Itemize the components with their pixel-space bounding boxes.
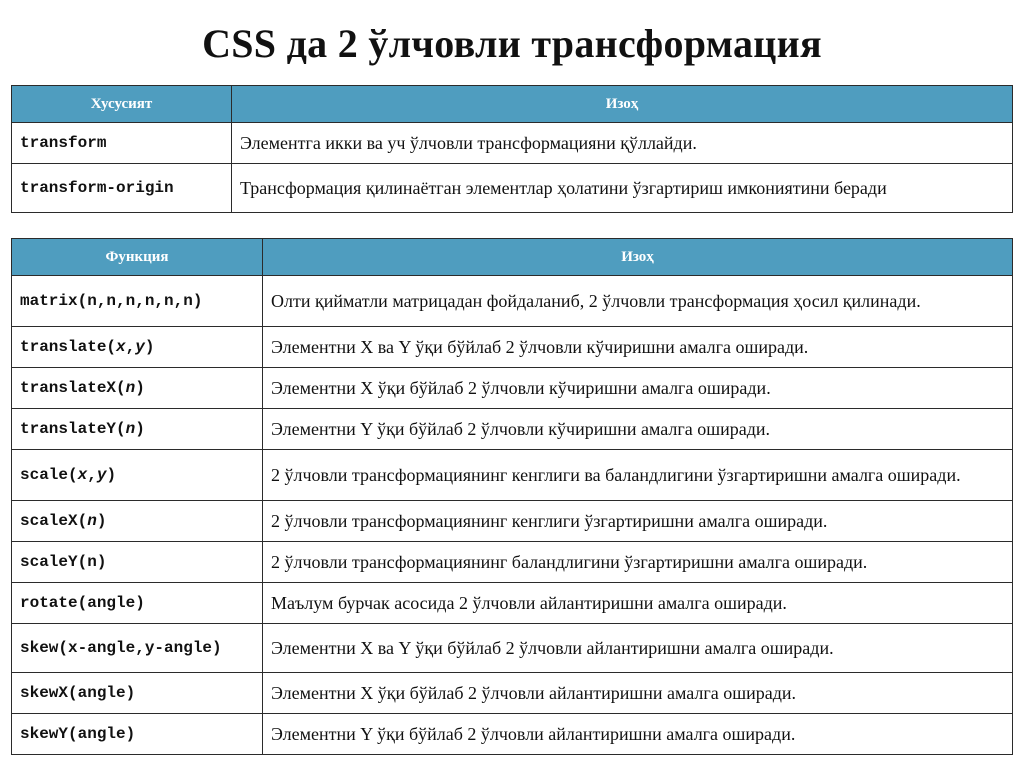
function-description: 2 ўлчовли трансформациянинг кенглиги ўзгартиришни амалга оширади.: [263, 501, 1013, 542]
table-row: [12, 624, 1013, 673]
table-row: [12, 714, 1013, 755]
property-name: transform: [12, 123, 232, 164]
function-name: skew(x-angle,y-angle): [12, 624, 263, 673]
properties-table: [11, 85, 1013, 213]
function-name: translateX(n): [12, 368, 263, 409]
column-header-function: Функция: [12, 239, 263, 276]
function-description: Элементни Y ўқи бўйлаб 2 ўлчовли айлантиришни амалга оширади.: [263, 714, 1013, 755]
column-header-description: Изоҳ: [232, 86, 1013, 123]
table-row: [12, 276, 1013, 327]
table-row: [12, 583, 1013, 624]
column-header-property: Хусусият: [12, 86, 232, 123]
property-name: transform-origin: [12, 164, 232, 213]
function-description: 2 ўлчовли трансформациянинг кенглиги ва баландлигини ўзгартиришни амалга оширади.: [263, 450, 1013, 501]
function-name: rotate(angle): [12, 583, 263, 624]
function-name: skewY(angle): [12, 714, 263, 755]
table-row: [12, 542, 1013, 583]
function-description: Элементни Y ўқи бўйлаб 2 ўлчовли кўчиришни амалга оширади.: [263, 409, 1013, 450]
table-header-row: [12, 239, 1013, 276]
function-description: Элементни X ва Y ўқи бўйлаб 2 ўлчовли кўчиришни амалга оширади.: [263, 327, 1013, 368]
property-description: Трансформация қилинаётган элементлар ҳолатини ўзгартириш имкониятини беради: [232, 164, 1013, 213]
function-name: translate(x,y): [12, 327, 263, 368]
function-description: Маълум бурчак асосида 2 ўлчовли айлантиришни амалга оширади.: [263, 583, 1013, 624]
table-header-row: [12, 86, 1013, 123]
function-name: translateY(n): [12, 409, 263, 450]
page-title: CSS да 2 ўлчовли трансформация: [202, 21, 822, 66]
table-row: [12, 409, 1013, 450]
function-name: scaleY(n): [12, 542, 263, 583]
function-description: Элементни X ўқи бўйлаб 2 ўлчовли айлантиришни амалга оширади.: [263, 673, 1013, 714]
function-description: Элементни X ўқи бўйлаб 2 ўлчовли кўчиришни амалга оширади.: [263, 368, 1013, 409]
table-row: [12, 123, 1013, 164]
column-header-description: Изоҳ: [263, 239, 1013, 276]
table-row: [12, 368, 1013, 409]
table-row: [12, 327, 1013, 368]
function-name: scaleX(n): [12, 501, 263, 542]
property-description: Элементга икки ва уч ўлчовли трансформацияни қўллайди.: [232, 123, 1013, 164]
table-row: [12, 450, 1013, 501]
table-row: [12, 673, 1013, 714]
function-name: scale(x,y): [12, 450, 263, 501]
function-name: matrix(n,n,n,n,n,n): [12, 276, 263, 327]
functions-table: [11, 238, 1013, 755]
function-description: Элементни X ва Y ўқи бўйлаб 2 ўлчовли айлантиришни амалга оширади.: [263, 624, 1013, 673]
table-row: [12, 164, 1013, 213]
function-description: Олти қийматли матрицадан фойдаланиб, 2 ўлчовли трансформация ҳосил қилинади.: [263, 276, 1013, 327]
table-row: [12, 501, 1013, 542]
function-name: skewX(angle): [12, 673, 263, 714]
function-description: 2 ўлчовли трансформациянинг баландлигини ўзгартиришни амалга оширади.: [263, 542, 1013, 583]
